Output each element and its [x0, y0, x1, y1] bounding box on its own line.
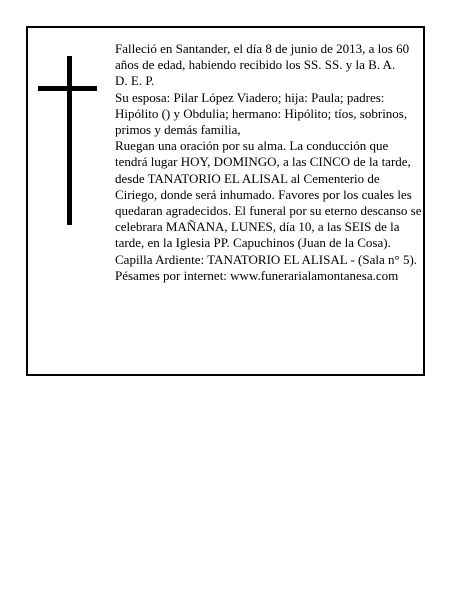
obituary-notice [26, 26, 425, 376]
rip-line: D. E. P. [115, 73, 155, 89]
condolences-line: Pésames por internet: www.funerarialamontanesa.com [115, 267, 399, 283]
latin-cross-icon [28, 28, 88, 228]
family-list: Su esposa: Pilar López Viadero; hija: Paula; padres: Hipólito () y Obdulia; hermano: Hipólito; tíos, sobrinos, primos y demás familia, [115, 89, 408, 138]
death-announcement: Falleció en Santander, el día 8 de junio de 2013, a los 60 años de edad, habiendo recibido los SS. SS. y la B. A. [115, 41, 410, 73]
cross-horizontal-bar [38, 86, 97, 91]
notice-body [115, 41, 423, 284]
service-details: Ruegan una oración por su alma. La conducción que tendrá lugar HOY, DOMINGO, a las CINCO de la tarde, desde TANATORIO EL ALISAL al Cementerio de Ciriego, donde será inhumado. Favores por los cuales les quedaran agradecidos. El funeral por su eterno descanso se celebrara MAÑANA, LUNES, día 10, a las SEIS de la tarde, en la Iglesia PP. Capuchinos (Juan de la Cosa). Capilla Ardiente: TANATORIO EL ALISAL - (Sala n° 5). [115, 138, 422, 267]
cross-vertical-bar [67, 56, 72, 225]
